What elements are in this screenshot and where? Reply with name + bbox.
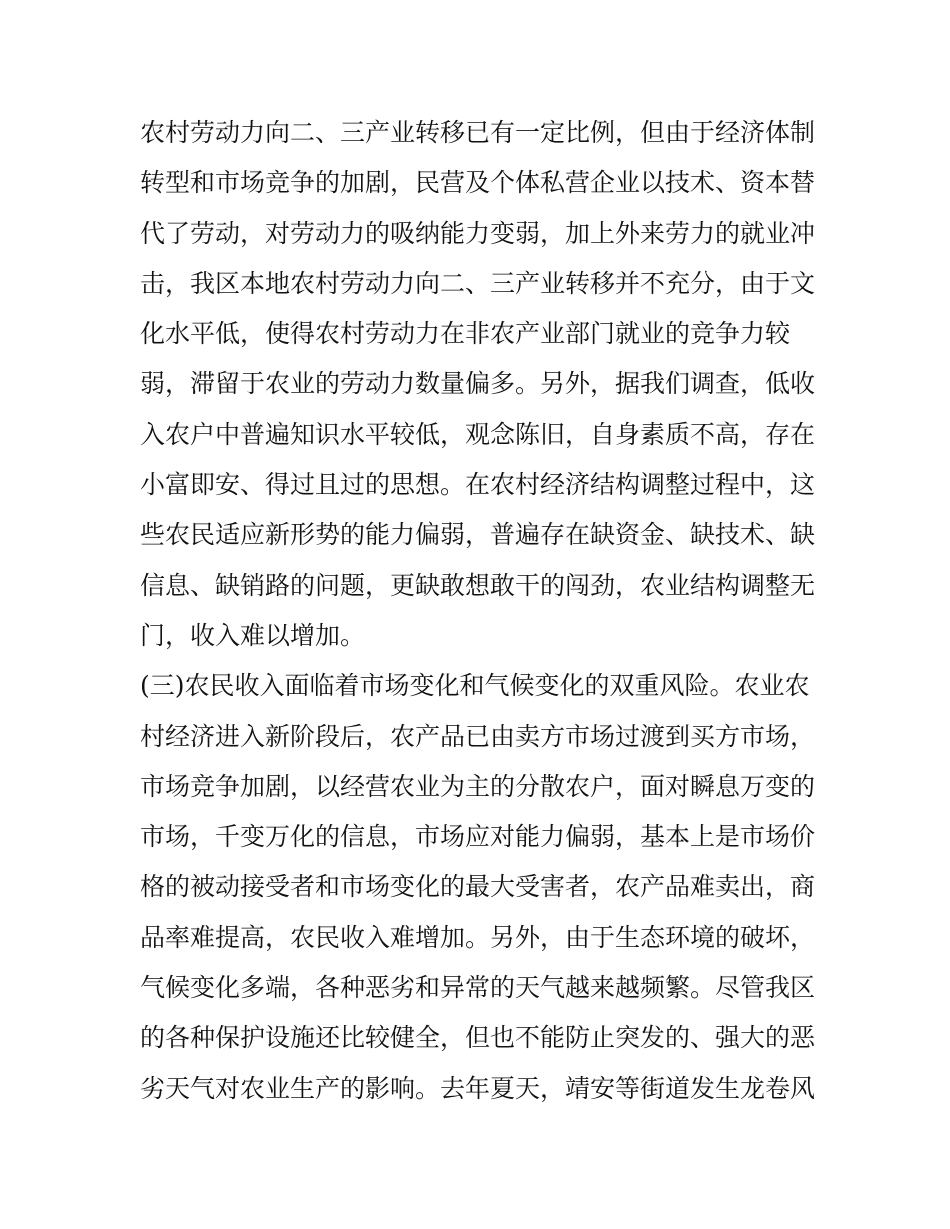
text-line: 信息、缺销路的问题，更缺敢想敢干的闯劲，农业结构调整无 — [140, 570, 816, 600]
text-line: 化水平低，使得农村劳动力在非农产业部门就业的竞争力较 — [140, 319, 791, 349]
text-line: 代了劳动，对劳动力的吸纳能力变弱，加上外来劳力的就业冲 — [140, 218, 816, 248]
text-line: 击，我区本地农村劳动力向二、三产业转移并不充分，由于文 — [140, 268, 816, 298]
section-heading-line: (三)农民收入面临着市场变化和气候变化的双重风险。农业农 — [140, 671, 810, 701]
text-line: 劣天气对农业生产的影响。去年夏天，靖安等街道发生龙卷风 — [140, 1073, 816, 1103]
text-line: 门，收入难以增加。 — [140, 620, 366, 650]
text-line: 农村劳动力向二、三产业转移已有一定比例，但由于经济体制 — [140, 118, 816, 147]
text-line: 品率难提高，农民收入难增加。另外，由于生态环境的破坏， — [140, 922, 816, 952]
text-line: 气候变化多端，各种恶劣和异常的天气越来越频繁。尽管我区 — [140, 973, 816, 1003]
body-text — [140, 108, 820, 1114]
text-line: 入农户中普遍知识水平较低，观念陈旧，自身素质不高，存在 — [140, 419, 816, 449]
text-line: 转型和市场竞争的加剧，民营及个体私营企业以技术、资本替 — [140, 168, 816, 198]
text-line: 格的被动接受者和市场变化的最大受害者，农产品难卖出，商 — [140, 872, 816, 902]
text-line: 小富即安、得过且过的思想。在农村经济结构调整过程中，这 — [140, 470, 816, 500]
text-line: 市场，千变万化的信息，市场应对能力偏弱，基本上是市场价 — [140, 822, 816, 852]
text-line: 的各种保护设施还比较健全，但也不能防止突发的、强大的恶 — [140, 1023, 816, 1053]
text-line: 村经济进入新阶段后，农产品已由卖方市场过渡到买方市场， — [140, 721, 816, 751]
text-line: 弱，滞留于农业的劳动力数量偏多。另外，据我们调查，低收 — [140, 369, 816, 399]
text-line: 市场竞争加剧，以经营农业为主的分散农户，面对瞬息万变的 — [140, 771, 816, 801]
text-line: 些农民适应新形势的能力偏弱，普遍存在缺资金、缺技术、缺 — [140, 520, 816, 550]
